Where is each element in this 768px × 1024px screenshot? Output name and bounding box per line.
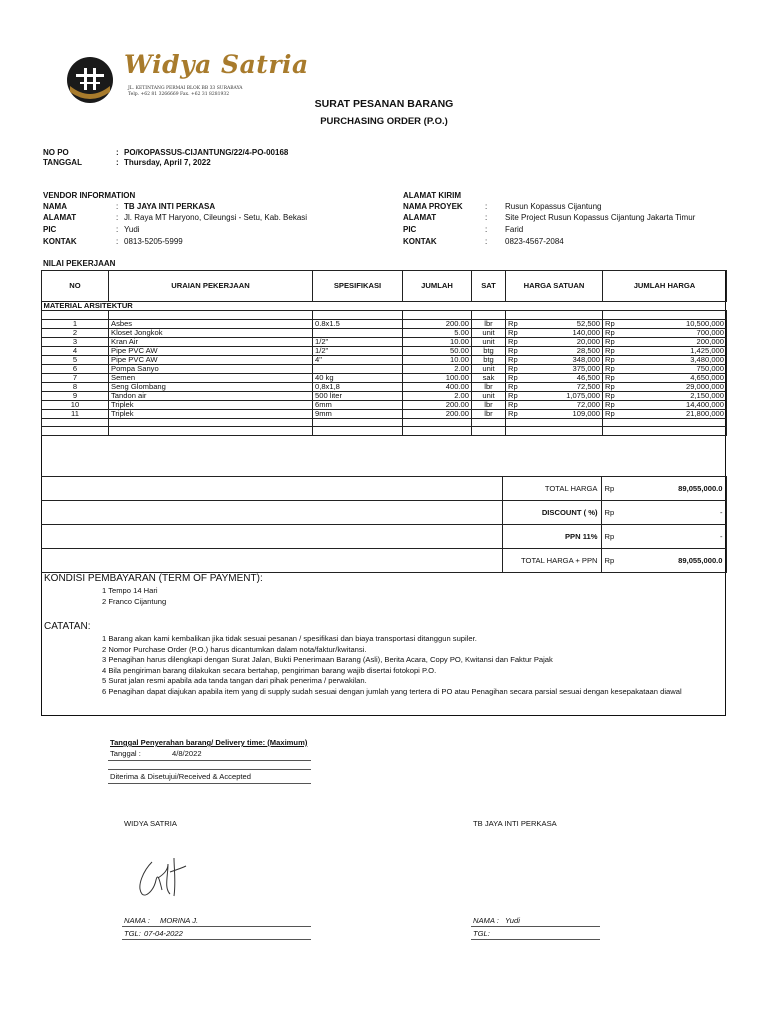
discount-value: - <box>719 508 723 517</box>
cell-price: Rp 140,000 <box>506 328 603 337</box>
colon: : <box>116 225 119 234</box>
cell-no: 11 <box>42 409 109 418</box>
left-nama-value: MORINA J. <box>160 916 199 925</box>
company-logo <box>66 56 114 104</box>
shipping-heading: ALAMAT KIRIM <box>403 191 462 200</box>
grand-total-value-cell: Rp 89,055,000.0 <box>601 549 726 573</box>
cell-no: 5 <box>42 355 109 364</box>
table-row <box>42 319 727 328</box>
cell-spec: 1/2" <box>313 346 403 355</box>
colon: : <box>485 202 488 211</box>
colon: : <box>116 202 119 211</box>
cell-no: 3 <box>42 337 109 346</box>
divider <box>122 939 311 940</box>
shipping-pic: Farid <box>505 225 524 234</box>
header-sat: SAT <box>472 271 506 302</box>
cell-unit: sak <box>472 373 506 382</box>
payment-heading: KONDISI PEMBAYARAN (TERM OF PAYMENT): <box>44 573 263 584</box>
discount-value-cell: Rp - <box>601 501 726 525</box>
cell-item: Seng Glombang <box>109 382 313 391</box>
cell-total: Rp 2,150,000 <box>603 391 727 400</box>
list-item: 6 Penagihan dapat diajukan apabila item yang di supply sudah sesuai dengan jumlah yang tertera di PO atau Penagihan secara parsial sesuai dengan kesepakataan diawal <box>102 686 682 696</box>
total-label: TOTAL HARGA <box>502 477 601 501</box>
cell-item: Pipe PVC AW <box>109 346 313 355</box>
blank-row <box>42 418 727 427</box>
cell-price: Rp 375,000 <box>506 364 603 373</box>
table-row <box>42 355 727 364</box>
totals-table <box>41 476 727 573</box>
cell-spec: 9mm <box>313 409 403 418</box>
grand-total-row <box>41 549 726 573</box>
signature-mark <box>134 852 194 902</box>
cell-price: Rp 348,000 <box>506 355 603 364</box>
discount-row <box>41 501 726 525</box>
cell-price: Rp 72,000 <box>506 400 603 409</box>
ppn-value-cell: Rp - <box>601 525 726 549</box>
list-item: 3 Penagihan harus dilengkapi dengan Surat Jalan, Bukti Penerimaan Barang (Asli), Berita Acara, Copy PO, Kwitansi dan Faktur Pajak <box>102 655 553 664</box>
colon: : <box>116 148 119 157</box>
cell-qty: 10.00 <box>403 355 472 364</box>
right-company: TB JAYA INTI PERKASA <box>473 819 557 828</box>
cell-price: Rp 28,500 <box>506 346 603 355</box>
grand-total-value: 89,055,000.0 <box>678 556 723 565</box>
po-number-label: NO PO <box>43 148 69 157</box>
header-no: NO <box>42 271 109 302</box>
company-name: Widya Satria <box>124 50 309 79</box>
document-subtitle: PURCHASING ORDER (P.O.) <box>320 116 448 127</box>
cell-spec: 4" <box>313 355 403 364</box>
cell-unit: lbr <box>472 319 506 328</box>
cell-total: Rp 29,000,000 <box>603 382 727 391</box>
list-item: 5 Surat jalan resmi apabila ada tanda tangan dari pihak penerima / perwakilan. <box>102 676 367 685</box>
right-tgl-label: TGL: <box>473 929 490 938</box>
cell-item: Triplek <box>109 400 313 409</box>
section-row <box>42 302 727 311</box>
divider <box>471 926 600 927</box>
cell-unit: btg <box>472 346 506 355</box>
header-jumlah: JUMLAH <box>403 271 472 302</box>
shipping-alamat: Site Project Rusun Kopassus Cijantung Jakarta Timur <box>505 213 696 222</box>
vendor-nama-label: NAMA <box>43 202 67 211</box>
list-item: 2 Franco Cijantung <box>102 596 167 606</box>
shipping-proyek-label: NAMA PROYEK <box>403 202 463 211</box>
table-row <box>42 346 727 355</box>
table-header-row <box>42 271 727 302</box>
left-nama-label: NAMA : <box>124 916 150 925</box>
cell-item: Kran Air <box>109 337 313 346</box>
catatan-heading: CATATAN: <box>44 621 91 632</box>
cell-spec: 6mm <box>313 400 403 409</box>
section-label: MATERIAL ARSITEKTUR <box>42 302 727 311</box>
cell-item: Asbes <box>109 319 313 328</box>
colon: : <box>485 213 488 222</box>
cell-qty: 200.00 <box>403 409 472 418</box>
cell-no: 10 <box>42 400 109 409</box>
cell-item: Kloset Jongkok <box>109 328 313 337</box>
cell-item: Triplek <box>109 409 313 418</box>
vendor-heading: VENDOR INFORMATION <box>43 191 136 200</box>
payment-list <box>102 586 166 607</box>
header-jumlah-harga: JUMLAH HARGA <box>603 271 727 302</box>
list-item: 2 Nomor Purchase Order (P.O.) harus dicantumkan dalam nota/faktur/kwitansi. <box>102 644 367 654</box>
delivery-heading: Tanggal Penyerahan barang/ Delivery time: (Maximum) <box>110 738 308 747</box>
right-nama-label: NAMA : <box>473 916 499 925</box>
delivery-date-label: Tanggal : <box>110 749 141 758</box>
shipping-kontak-label: KONTAK <box>403 237 437 246</box>
list-item: 1 Barang akan kami kembalikan jika tidak sesuai pesanan / spesifikasi dan biaya transportasi ditanggun supiler. <box>102 634 477 643</box>
vendor-nama: TB JAYA INTI PERKASA <box>124 202 216 211</box>
cell-unit: unit <box>472 364 506 373</box>
cell-no: 7 <box>42 373 109 382</box>
delivery-date-value: 4/8/2022 <box>172 749 202 758</box>
header-uraian: URAIAN PEKERJAAN <box>109 271 313 302</box>
cell-total: Rp 700,000 <box>603 328 727 337</box>
cell-total: Rp 4,650,000 <box>603 373 727 382</box>
cell-total: Rp 3,480,000 <box>603 355 727 364</box>
colon: : <box>485 237 488 246</box>
blank-row <box>42 427 727 436</box>
list-item: 4 Bila pengiriman barang dilakukan secara bertahap, pengiriman barang wajib disertai fotokopi P.O. <box>102 665 437 675</box>
cell-unit: btg <box>472 355 506 364</box>
cell-total: Rp 1,425,000 <box>603 346 727 355</box>
cell-spec: 40 kg <box>313 373 403 382</box>
right-nama-value: Yudi <box>505 916 520 925</box>
table-row <box>42 409 727 418</box>
po-date-value: Thursday, April 7, 2022 <box>124 158 211 167</box>
cell-price: Rp 1,075,000 <box>506 391 603 400</box>
cell-spec: 1/2" <box>313 337 403 346</box>
colon: : <box>116 158 119 167</box>
list-item: 1 Tempo 14 Hari <box>102 586 158 595</box>
divider <box>471 939 600 940</box>
vendor-alamat: Jl. Raya MT Haryono, Cileungsi - Setu, Kab. Bekasi <box>124 213 308 222</box>
cell-total: Rp 14,400,000 <box>603 400 727 409</box>
cell-unit: lbr <box>472 382 506 391</box>
cell-unit: unit <box>472 337 506 346</box>
company-address: JL. KETINTANG PERMAI BLOK BB 33 SURABAYA Telp. +62 81 3266669 Fax. +62 31 8281932 <box>128 86 243 97</box>
cell-price: Rp 20,000 <box>506 337 603 346</box>
cell-no: 6 <box>42 364 109 373</box>
shipping-alamat-label: ALAMAT <box>403 213 437 222</box>
accepted-label: Diterima & Disetujui/Received & Accepted <box>110 772 251 781</box>
cell-qty: 10.00 <box>403 337 472 346</box>
left-company: WIDYA SATRIA <box>124 819 177 828</box>
items-table <box>41 270 727 436</box>
divider <box>122 926 311 927</box>
cell-qty: 2.00 <box>403 364 472 373</box>
cell-qty: 100.00 <box>403 373 472 382</box>
cell-no: 9 <box>42 391 109 400</box>
cell-qty: 200.00 <box>403 319 472 328</box>
table-row <box>42 382 727 391</box>
cell-item: Semen <box>109 373 313 382</box>
colon: : <box>485 225 488 234</box>
vendor-kontak-label: KONTAK <box>43 237 77 246</box>
header-spesifikasi: SPESIFIKASI <box>313 271 403 302</box>
cell-no: 2 <box>42 328 109 337</box>
catatan-list <box>102 634 724 697</box>
ppn-value: - <box>719 532 723 541</box>
cell-price: Rp 52,500 <box>506 319 603 328</box>
cell-spec: 500 liter <box>313 391 403 400</box>
table-row <box>42 364 727 373</box>
divider <box>108 769 311 770</box>
cell-qty: 5.00 <box>403 328 472 337</box>
vendor-alamat-label: ALAMAT <box>43 213 77 222</box>
cell-spec <box>313 364 403 373</box>
cell-spec <box>313 328 403 337</box>
table-row <box>42 391 727 400</box>
cell-spec: 0.8x1.5 <box>313 319 403 328</box>
cell-unit: lbr <box>472 400 506 409</box>
left-tgl-label: TGL: <box>124 929 141 938</box>
cell-qty: 200.00 <box>403 400 472 409</box>
cell-no: 1 <box>42 319 109 328</box>
cell-no: 8 <box>42 382 109 391</box>
divider <box>108 783 311 784</box>
discount-label: DISCOUNT ( %) <box>502 501 601 525</box>
document-title: SURAT PESANAN BARANG <box>314 98 454 110</box>
cell-qty: 50.00 <box>403 346 472 355</box>
cell-total: Rp 10,500,000 <box>603 319 727 328</box>
cell-unit: unit <box>472 391 506 400</box>
po-date-label: TANGGAL <box>43 158 82 167</box>
cell-total: Rp 750,000 <box>603 364 727 373</box>
cell-total: Rp 21,800,000 <box>603 409 727 418</box>
table-row <box>42 373 727 382</box>
colon: : <box>116 213 119 222</box>
ppn-row <box>41 525 726 549</box>
shipping-proyek: Rusun Kopassus Cijantung <box>505 202 602 211</box>
divider <box>108 760 311 761</box>
cell-item: Pipe PVC AW <box>109 355 313 364</box>
total-row <box>41 477 726 501</box>
vendor-pic: Yudi <box>124 225 140 234</box>
left-tgl-value: 07-04-2022 <box>144 929 183 938</box>
cell-total: Rp 200,000 <box>603 337 727 346</box>
shipping-kontak: 0823-4567-2084 <box>505 237 564 246</box>
po-number-value: PO/KOPASSUS-CIJANTUNG/22/4-PO-00168 <box>124 148 289 157</box>
cell-item: Tandon air <box>109 391 313 400</box>
colon: : <box>116 237 119 246</box>
cell-price: Rp 72,500 <box>506 382 603 391</box>
grand-total-label: TOTAL HARGA + PPN <box>502 549 601 573</box>
cell-price: Rp 109,000 <box>506 409 603 418</box>
table-row <box>42 337 727 346</box>
total-value: 89,055,000.0 <box>678 484 723 493</box>
cell-no: 4 <box>42 346 109 355</box>
shipping-pic-label: PIC <box>403 225 417 234</box>
blank-row <box>42 311 727 320</box>
cell-unit: lbr <box>472 409 506 418</box>
cell-price: Rp 46,500 <box>506 373 603 382</box>
header-harga-satuan: HARGA SATUAN <box>506 271 603 302</box>
cell-qty: 400.00 <box>403 382 472 391</box>
vendor-pic-label: PIC <box>43 225 57 234</box>
cell-unit: unit <box>472 328 506 337</box>
cell-spec: 0,8x1,8 <box>313 382 403 391</box>
table-row <box>42 400 727 409</box>
table-row <box>42 328 727 337</box>
vendor-kontak: 0813-5205-5999 <box>124 237 183 246</box>
cell-qty: 2.00 <box>403 391 472 400</box>
ppn-label: PPN 11% <box>502 525 601 549</box>
nilai-pekerjaan-label: NILAI PEKERJAAN <box>43 259 116 268</box>
cell-item: Pompa Sanyo <box>109 364 313 373</box>
total-value-cell: Rp 89,055,000.0 <box>601 477 726 501</box>
